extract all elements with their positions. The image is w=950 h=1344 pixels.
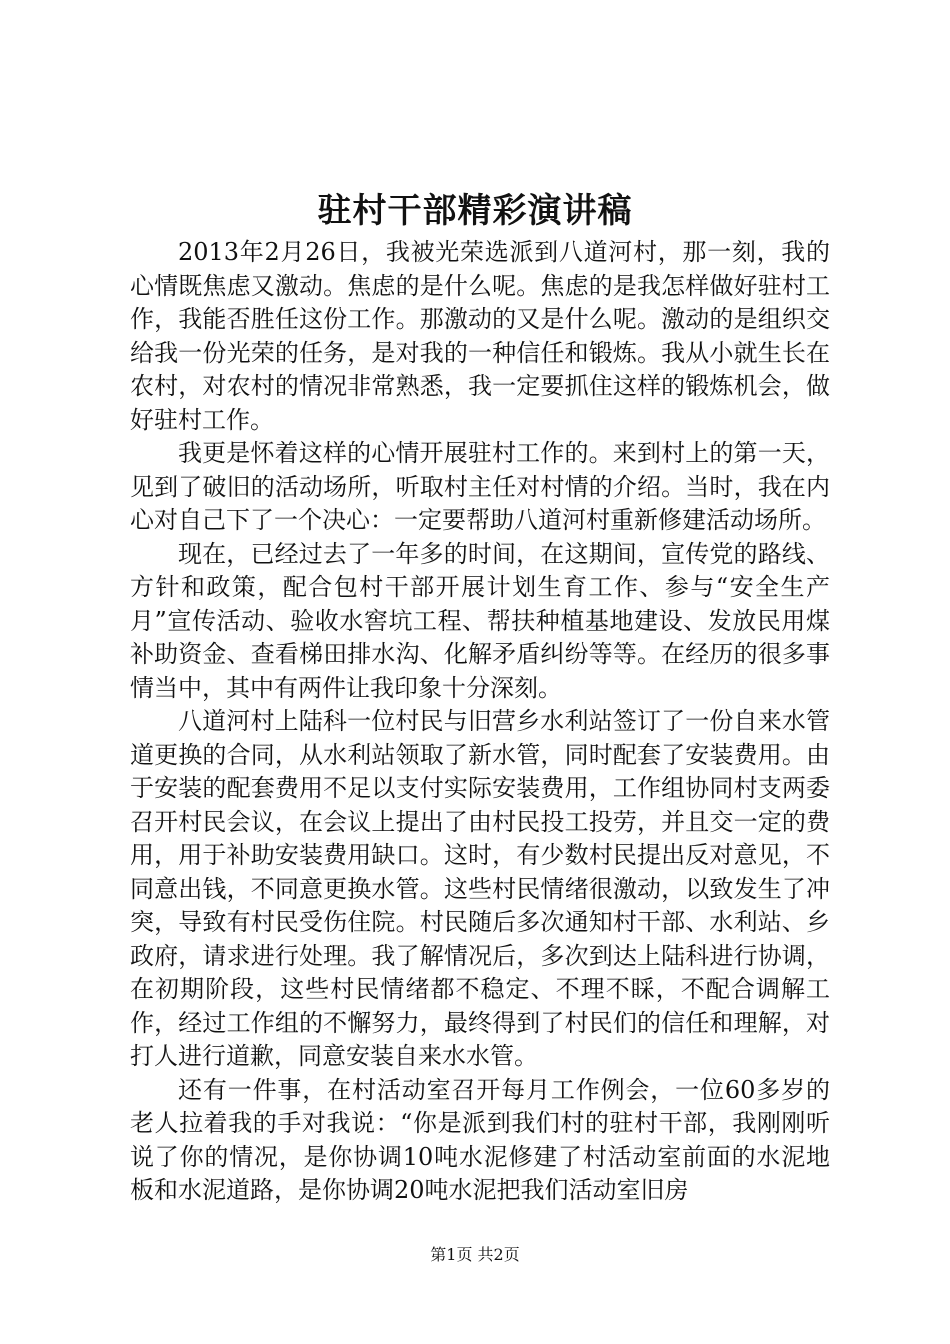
paragraph-2: 我更是怀着这样的心情开展驻村工作的。来到村上的第一天，见到了破旧的活动场所，听取村主任对村情的介绍。当时，我在内心对自己下了一个决心：一定要帮助八道河村重新修建活动场所。 — [130, 439, 830, 534]
page-footer: 第1页 共2页 — [430, 1245, 520, 1264]
paragraph-3: 现在，已经过去了一年多的时间，在这期间，宣传党的路线、方针和政策，配合包村干部开展计划生育工作、参与“安全生产月”宣传活动、验收水窖坑工程、帮扶种植基地建设、发放民用煤补助资金、查看梯田排水沟、化解矛盾纠纷等等。在经历的很多事情当中，其中有两件让我印象十分深刻。 — [130, 539, 830, 702]
document-body — [130, 236, 830, 1208]
paragraph-5: 还有一件事，在村活动室召开每月工作例会，一位60多岁的老人拉着我的手对我说：“你是派到我们村的驻村干部，我刚刚听说了你的情况，是你协调10吨水泥修建了村活动室前面的水泥地板和水泥道路，是你协调20吨水泥把我们活动室旧房 — [130, 1075, 830, 1204]
paragraph-1: 2013年2月26日，我被光荣选派到八道河村，那一刻，我的心情既焦虑又激动。焦虑的是什么呢。焦虑的是我怎样做好驻村工作，我能否胜任这份工作。那激动的又是什么呢。激动的是组织交给我一份光荣的任务，是对我的一种信任和锻炼。我从小就生长在农村，对农村的情况非常熟悉，我一定要抓住这样的锻炼机会，做好驻村工作。 — [130, 238, 830, 434]
paragraph-4: 八道河村上陆科一位村民与旧营乡水利站签订了一份自来水管道更换的合同，从水利站领取了新水管，同时配套了安装费用。由于安装的配套费用不足以支付实际安装费用，工作组协同村支两委召开村民会议，在会议上提出了由村民投工投劳，并且交一定的费用，用于补助安装费用缺口。这时，有少数村民提出反对意见，不同意出钱，不同意更换水管。这些村民情绪很激动，以致发生了冲突，导致有村民受伤住院。村民随后多次通知村干部、水利站、乡政府，请求进行处理。我了解情况后，多次到达上陆科进行协调，在初期阶段，这些村民情绪都不稳定、不理不睬，不配合调解工作，经过工作组的不懈努力，最终得到了村民们的信任和理解，对打人进行道歉，同意安装自来水水管。 — [130, 707, 830, 1070]
document-title: 驻村干部精彩演讲稿 — [317, 191, 633, 231]
